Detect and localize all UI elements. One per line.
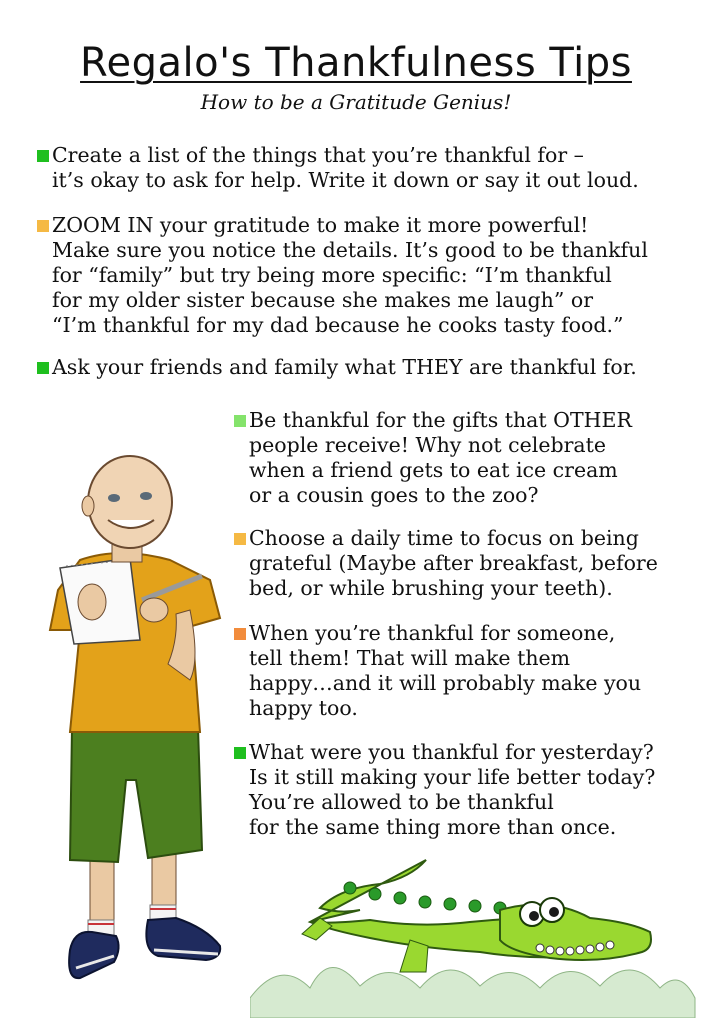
tip-line: for the same thing more than once.: [249, 815, 617, 839]
tip-list-things: [37, 143, 639, 193]
tip-line: Create a list of the things that you’re thankful for –: [52, 143, 584, 167]
tip-line: people receive! Why not celebrate: [249, 433, 606, 457]
boy-with-notepad-illustration: [30, 450, 230, 990]
page-subtitle: How to be a Gratitude Genius!: [200, 90, 512, 114]
tip-line: You’re allowed to be thankful: [249, 790, 554, 814]
tip-line: for my older sister because she makes me laugh” or: [52, 288, 594, 312]
green-square-bullet-icon: [37, 362, 49, 374]
tip-line: When you’re thankful for someone,: [249, 621, 616, 645]
tip-line: Choose a daily time to focus on being: [249, 526, 639, 550]
tip-ask-friends: [37, 355, 637, 380]
tip-others-gifts: [234, 408, 632, 508]
tip-line: grateful (Maybe after breakfast, before: [249, 551, 658, 575]
tip-line: happy too.: [249, 696, 358, 720]
page-title: Regalo's Thankfulness Tips: [80, 40, 632, 86]
light-green-square-bullet-icon: [234, 415, 246, 427]
tip-line: Make sure you notice the details. It’s good to be thankful: [52, 238, 648, 262]
tip-line: or a cousin goes to the zoo?: [249, 483, 539, 507]
tip-line: when a friend gets to eat ice cream: [249, 458, 618, 482]
tip-line: happy…and it will probably make you: [249, 671, 642, 695]
tip-line: bed, or while brushing your teeth).: [249, 576, 613, 600]
yellow-square-bullet-icon: [234, 533, 246, 545]
tip-line: tell them! That will make them: [249, 646, 571, 670]
tip-line: Ask your friends and family what THEY are thankful for.: [52, 355, 637, 379]
tip-line: What were you thankful for yesterday?: [249, 740, 654, 764]
tip-line: Is it still making your life better today?: [249, 765, 656, 789]
tip-tell-them: [234, 621, 641, 721]
tip-line: for “family” but try being more specific: “I’m thankful: [52, 263, 612, 287]
green-square-bullet-icon: [37, 150, 49, 162]
tip-line: it’s okay to ask for help. Write it down or say it out loud.: [52, 168, 639, 192]
tip-daily-time: [234, 526, 658, 601]
green-square-bullet-icon: [234, 747, 246, 759]
tip-zoom-in: [37, 213, 648, 338]
crocodile-illustration: [250, 848, 700, 1018]
orange-square-bullet-icon: [234, 628, 246, 640]
tip-line: “I’m thankful for my dad because he cooks tasty food.”: [52, 313, 624, 337]
yellow-square-bullet-icon: [37, 220, 49, 232]
tip-line: Be thankful for the gifts that OTHER: [249, 408, 632, 432]
tip-line: ZOOM IN your gratitude to make it more powerful!: [52, 213, 589, 237]
tip-yesterday: [234, 740, 655, 840]
